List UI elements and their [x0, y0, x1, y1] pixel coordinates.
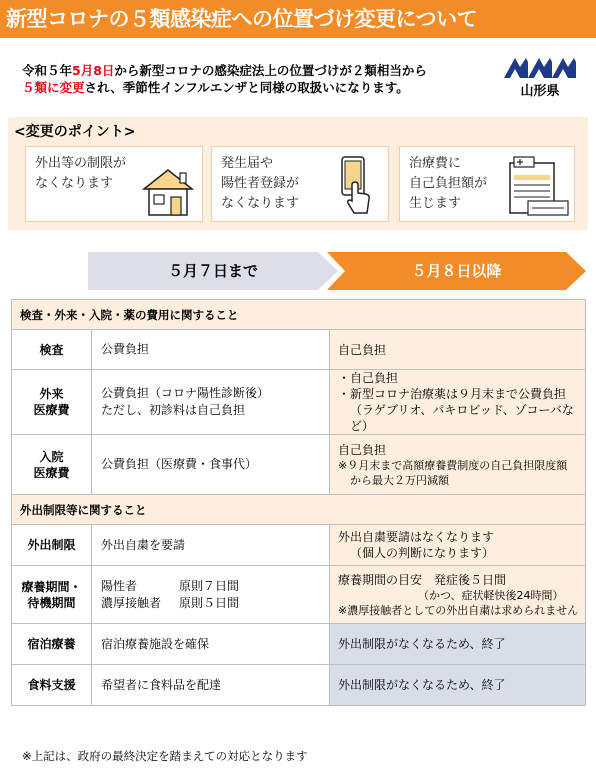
table-row [12, 566, 586, 624]
footnote: ※上記は、政府の最終決定を踏まえての対応となります [22, 749, 308, 763]
before-cell: 宿泊療養施設を確保 [92, 624, 330, 665]
point-card-registration [211, 146, 389, 222]
after-cell [330, 566, 586, 624]
before-cell: 外出自粛を要請 [92, 525, 330, 566]
row-label [12, 370, 92, 435]
yamagata-mountain-logo-icon [504, 56, 576, 78]
cell-line: （個人の判断になります） [350, 546, 495, 560]
row-label-line: 医療費 [33, 403, 70, 417]
point-card-cost [399, 146, 575, 222]
intro-part: され、季節性インフルエンザと同様の取扱いになります。 [84, 80, 409, 95]
receipt-icon [508, 155, 570, 217]
row-label: 宿泊療養 [12, 624, 92, 665]
cell-line: 陽性者 [101, 578, 138, 593]
section-header-row [12, 495, 586, 525]
row-label-line: 外来 [39, 387, 64, 401]
cell-line: 自己負担 [338, 442, 387, 457]
table-row [12, 370, 586, 435]
row-label-line: 入院 [39, 449, 64, 464]
cell-line: 原則７日間 [179, 578, 240, 593]
card-text: なくなります [35, 176, 114, 191]
after-cell: 自己負担 [330, 330, 586, 370]
before-cell [92, 370, 330, 435]
cell-line: 公費負担（コロナ陽性診断後） [101, 386, 270, 400]
table-row [12, 665, 586, 706]
card-text: なくなります [221, 196, 300, 211]
prefecture-name: 山形県 [520, 84, 560, 99]
before-cell: 公費負担 [92, 330, 330, 370]
card-text: 外出等の制限が [35, 156, 127, 171]
row-label: 食料支援 [12, 665, 92, 706]
cell-line: ※濃厚接触者としての外出自粛は求められません [338, 603, 579, 617]
after-date-label: ５月８日以降 [411, 262, 502, 280]
intro-change-highlight: ５類に変更 [22, 80, 85, 95]
cell-line: 原則５日間 [179, 595, 240, 610]
phone-tap-icon [336, 155, 376, 217]
card-text: 治療費に [409, 156, 462, 171]
prefecture-logo [500, 56, 580, 106]
cell-line: 療養期間の目安 発症後５日間 [338, 572, 507, 587]
cell-line: ※９月末まで高額療養費制度の自己負担限度額 [338, 458, 568, 472]
cell-line: （かつ、症状軽快後24時間） [418, 588, 564, 602]
cell-line: （ラゲブリオ、パキロビッド、ゾコーバなど） [350, 403, 574, 433]
after-cell [330, 435, 586, 495]
row-label-line: 待機期間 [27, 595, 76, 610]
after-date-arrow [327, 252, 586, 290]
change-points-heading: <変更のポイント> [14, 124, 136, 140]
section-title: 外出制限等に関すること [12, 495, 586, 525]
house-icon [140, 167, 196, 217]
before-cell [92, 566, 330, 624]
row-label-line: 医療費 [33, 465, 70, 480]
row-label-line: 療養期間・ [21, 579, 82, 594]
page-title: 新型コロナの５類感染症への位置づけ変更について [0, 0, 596, 38]
row-label [12, 435, 92, 495]
intro-text [22, 62, 482, 96]
after-cell: 外出制限がなくなるため、終了 [330, 665, 586, 706]
intro-part: 令和５年 [22, 63, 73, 78]
before-cell: 公費負担（医療費・食事代） [92, 435, 330, 495]
before-date-label: ５月７日まで [167, 262, 258, 280]
row-label: 検査 [12, 330, 92, 370]
table-row [12, 435, 586, 495]
card-text: 陽性者登録が [221, 176, 300, 191]
intro-part: から新型コロナの感染症法上の位置づけが２類相当から [114, 63, 427, 78]
cell-line: 外出自粛要請はなくなります [338, 530, 495, 544]
table-row [12, 624, 586, 665]
section-title: 検査・外来・入院・薬の費用に関すること [12, 300, 586, 330]
cell-line: ただし、初診料は自己負担 [101, 403, 246, 417]
row-label: 外出制限 [12, 525, 92, 566]
cell-line: ・自己負担 [338, 371, 399, 385]
before-date-arrow [88, 252, 338, 290]
table-row [12, 330, 586, 370]
table-row [12, 525, 586, 566]
after-cell [330, 525, 586, 566]
after-cell [330, 370, 586, 435]
point-card-restriction [25, 146, 203, 222]
row-label [12, 566, 92, 624]
cell-line: から最大２万円減額 [350, 473, 449, 487]
section-header-row [12, 300, 586, 330]
before-cell: 希望者に食料品を配達 [92, 665, 330, 706]
card-text: 発生届や [221, 156, 274, 171]
card-text: 生じます [409, 196, 462, 211]
after-cell: 外出制限がなくなるため、終了 [330, 624, 586, 665]
comparison-table [11, 299, 586, 706]
cell-line: ・新型コロナ治療薬は９月末まで公費負担 [338, 387, 567, 401]
intro-date-highlight: 5月8日 [72, 63, 115, 78]
card-text: 自己負担額が [409, 176, 488, 191]
cell-line: 濃厚接触者 [101, 595, 162, 610]
